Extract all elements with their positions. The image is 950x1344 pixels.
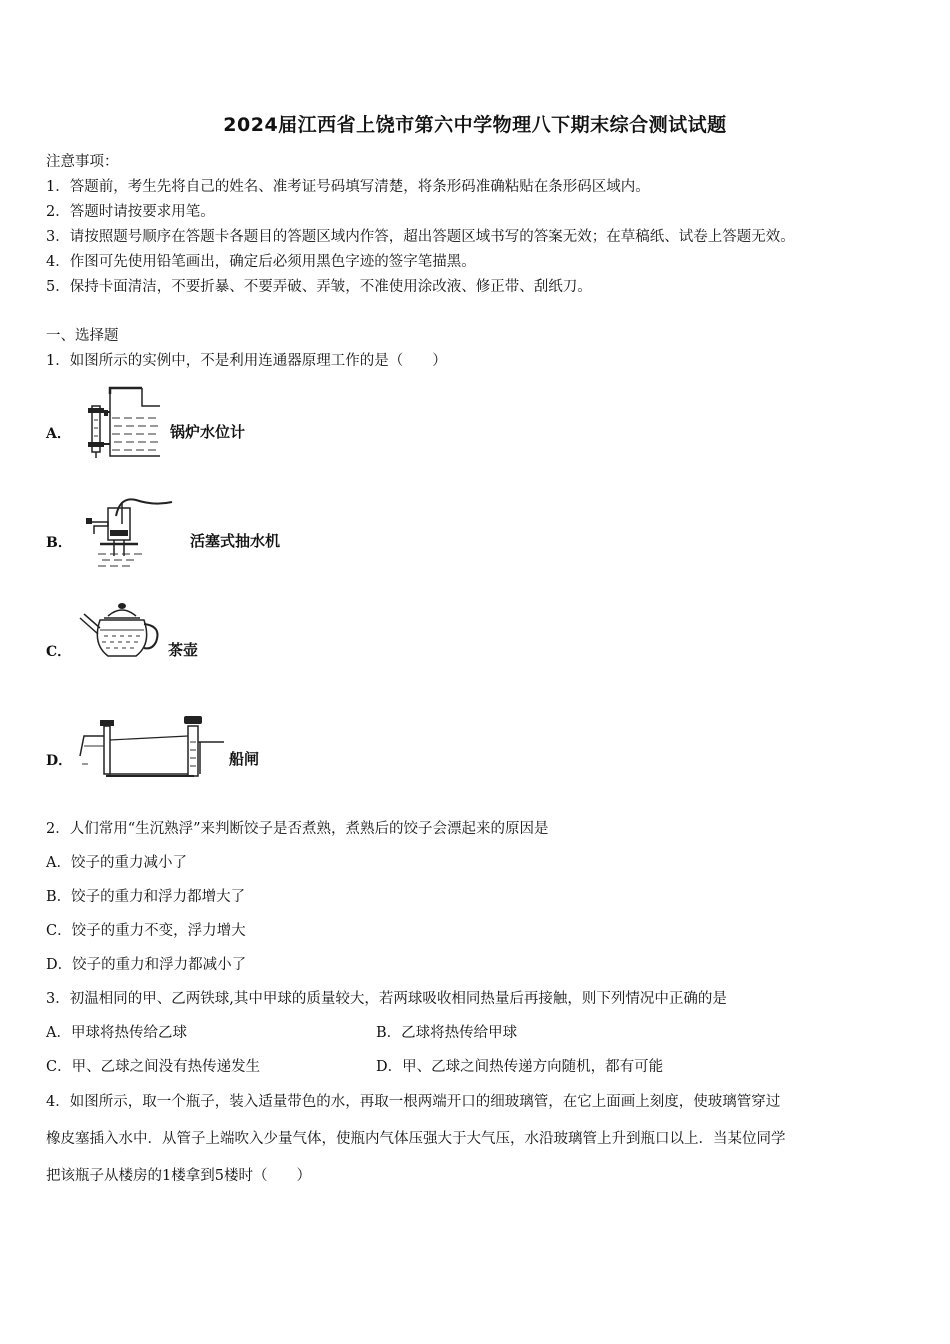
q1-option-b-label: 活塞式抽水机 — [190, 532, 281, 550]
notice-item-2: 2．答题时请按要求用笔。 — [46, 204, 215, 220]
notice-item-1: 1．答题前，考生先将自己的姓名、准考证号码填写清楚，将条形码准确粘贴在条形码区域内。 — [46, 179, 650, 195]
q3-stem: 3．初温相同的甲、乙两铁球,其中甲球的质量较大，若两球吸收相同热量后再接触，则下列情况中正确的是 — [46, 991, 727, 1007]
q1-option-a-letter: A． — [46, 426, 71, 442]
q4-line-3: 把该瓶子从楼房的1楼拿到5楼时（ ） — [46, 1168, 311, 1184]
page-title: 2024届江西省上饶市第六中学物理八下期末综合测试试题 — [223, 114, 727, 136]
q4-line-2: 橡皮塞插入水中．从管子上端吹入少量气体，使瓶内气体压强大于大气压，水沿玻璃管上升到瓶口以上．当某位同学 — [46, 1131, 786, 1147]
q2-option-d: D．饺子的重力和浮力都减小了 — [46, 957, 247, 973]
teapot-figure — [78, 600, 166, 662]
q2-option-b: B．饺子的重力和浮力都增大了 — [46, 889, 246, 905]
q1-option-d-label: 船闸 — [229, 750, 260, 768]
q2-option-a: A．饺子的重力减小了 — [46, 855, 187, 871]
piston-pump-figure — [80, 494, 175, 568]
q1-option-c-label: 茶壶 — [168, 641, 199, 659]
q3-option-b: B．乙球将热传给甲球 — [376, 1025, 518, 1041]
q3-option-d: D．甲、乙球之间热传递方向随机，都有可能 — [376, 1059, 664, 1075]
notice-item-5: 5．保持卡面清洁，不要折暴、不要弄破、弄皱，不准使用涂改液、修正带、刮纸刀。 — [46, 279, 592, 295]
ship-lock-figure — [78, 712, 226, 780]
boiler-gauge-figure — [80, 384, 165, 460]
q2-stem: 2．人们常用“生沉熟浮”来判断饺子是否煮熟，煮熟后的饺子会漂起来的原因是 — [46, 821, 549, 837]
q3-option-c: C．甲、乙球之间没有热传递发生 — [46, 1059, 261, 1075]
q1-stem: 1．如图所示的实例中，不是利用连通器原理工作的是（ ） — [46, 353, 447, 369]
q1-option-d-letter: D． — [46, 753, 73, 769]
q4-line-1: 4．如图所示，取一个瓶子，装入适量带色的水，再取一根两端开口的细玻璃管，在它上面画上刻度，使玻璃管穿过 — [46, 1094, 781, 1110]
q1-option-b-letter: B． — [46, 535, 72, 551]
section-heading: 一、选择题 — [46, 328, 119, 344]
notice-item-4: 4．作图可先使用铅笔画出，确定后必须用黑色字迹的签字笔描黑。 — [46, 254, 476, 270]
q2-option-c: C．饺子的重力不变，浮力增大 — [46, 923, 246, 939]
q1-option-c-letter: C． — [46, 644, 72, 660]
notice-item-3: 3．请按照题号顺序在答题卡各题目的答题区域内作答，超出答题区域书写的答案无效；在草稿纸、试卷上答题无效。 — [46, 229, 795, 245]
q1-option-a-label: 锅炉水位计 — [170, 423, 246, 441]
q3-option-a: A．甲球将热传给乙球 — [46, 1025, 187, 1041]
notice-heading: 注意事项： — [46, 154, 119, 170]
